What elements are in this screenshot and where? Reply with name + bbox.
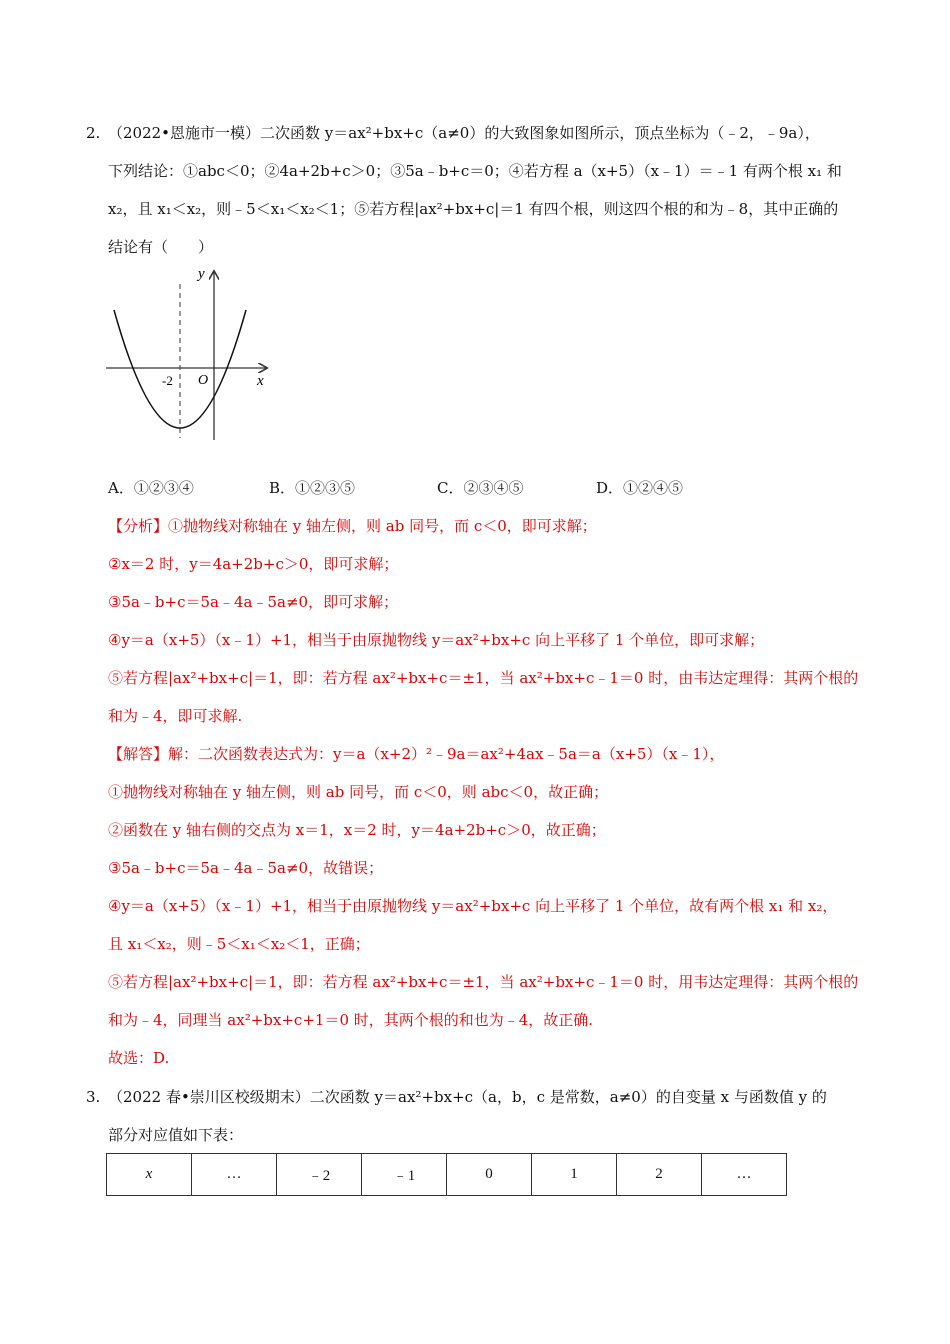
table-cell: … xyxy=(702,1154,787,1196)
question-2-line-4: 结论有（ ） xyxy=(108,238,214,256)
question-3-number: 3. xyxy=(86,1088,101,1106)
table-cell: 2 xyxy=(617,1154,702,1196)
table-cell: 1 xyxy=(532,1154,617,1196)
option-b[interactable]: B．①②③⑤ xyxy=(269,479,356,497)
analysis-line-4: ④y＝a（x+5）（x﹣1）+1，相当于由原抛物线 y＝ax²+bx+c 向上平移了 1 个单位，即可求解； xyxy=(108,631,765,649)
solution-line-1: 【解答】解：二次函数表达式为：y＝a（x+2）²﹣9a＝ax²+4ax﹣5a＝a（x+5）（x﹣1）， xyxy=(108,745,725,763)
solution-line-7: ⑤若方程|ax²+bx+c|＝1，即：若方程 ax²+bx+c＝±1，当 ax²+bx+c﹣1＝0 时，用韦达定理得：其两个根的 xyxy=(108,973,859,991)
origin-label: O xyxy=(198,373,209,388)
y-axis-label: y xyxy=(198,266,205,282)
question-2-number: 2. xyxy=(86,124,101,142)
analysis-line-3: ③5a﹣b+c＝5a﹣4a﹣5a≠0，即可求解； xyxy=(108,593,399,611)
table-cell: ﹣2 xyxy=(277,1154,362,1196)
x-axis-label: x xyxy=(257,373,264,389)
parabola-graph xyxy=(100,262,280,462)
analysis-line-1: 【分析】①抛物线对称轴在 y 轴左侧，则 ab 同号，而 c＜0，即可求解； xyxy=(108,517,597,535)
option-d[interactable]: D．①②④⑤ xyxy=(596,479,684,497)
table-cell: 0 xyxy=(447,1154,532,1196)
solution-answer: 故选：D. xyxy=(108,1049,170,1067)
question-3-line-2: 部分对应值如下表： xyxy=(108,1126,244,1144)
analysis-line-5: ⑤若方程|ax²+bx+c|＝1，即：若方程 ax²+bx+c＝±1，当 ax²+bx+c﹣1＝0 时，由韦达定理得：其两个根的 xyxy=(108,669,859,687)
solution-line-2: ①抛物线对称轴在 y 轴左侧，则 ab 同号，而 c＜0，则 abc＜0，故正确； xyxy=(108,783,609,801)
solution-line-8: 和为﹣4，同理当 ax²+bx+c+1＝0 时，其两个根的和也为﹣4，故正确. xyxy=(108,1011,594,1029)
question-2-line-1: （2022•恩施市一模）二次函数 y＝ax²+bx+c（a≠0）的大致图象如图所示，顶点坐标为（﹣2，﹣9a）， xyxy=(108,124,820,142)
question-2-line-3: x₂，且 x₁＜x₂，则﹣5＜x₁＜x₂＜1；⑤若方程|ax²+bx+c|＝1 有四个根，则这四个根的和为﹣8，其中正确的 xyxy=(108,200,839,218)
solution-line-6: 且 x₁＜x₂，则﹣5＜x₁＜x₂＜1，正确； xyxy=(108,935,370,953)
solution-line-5: ④y＝a（x+5）（x﹣1）+1，相当于由原抛物线 y＝ax²+bx+c 向上平移了 1 个单位，故有两个根 x₁ 和 x₂， xyxy=(108,897,838,915)
option-c[interactable]: C．②③④⑤ xyxy=(437,479,524,497)
analysis-line-2: ②x＝2 时，y＝4a+2b+c＞0，即可求解； xyxy=(108,555,399,573)
value-table xyxy=(106,1153,787,1196)
table-row xyxy=(107,1154,787,1196)
tick-label-minus-2: -2 xyxy=(162,373,173,388)
solution-line-4: ③5a﹣b+c＝5a﹣4a﹣5a≠0，故错误； xyxy=(108,859,384,877)
solution-line-3: ②函数在 y 轴右侧的交点为 x＝1，x＝2 时，y＝4a+2b+c＞0，故正确； xyxy=(108,821,606,839)
analysis-line-6: 和为﹣4，即可求解. xyxy=(108,707,243,725)
question-2-line-2: 下列结论：①abc＜0；②4a+2b+c＞0；③5a﹣b+c＝0；④若方程 a（x+5）（x﹣1）＝﹣1 有两个根 x₁ 和 xyxy=(108,162,842,180)
table-cell: x xyxy=(107,1154,192,1196)
option-a[interactable]: A．①②③④ xyxy=(108,479,194,497)
question-3-line-1: （2022 春•崇川区校级期末）二次函数 y＝ax²+bx+c（a，b，c 是常数，a≠0）的自变量 x 与函数值 y 的 xyxy=(108,1088,827,1106)
table-cell: ﹣1 xyxy=(362,1154,447,1196)
table-cell: … xyxy=(192,1154,277,1196)
